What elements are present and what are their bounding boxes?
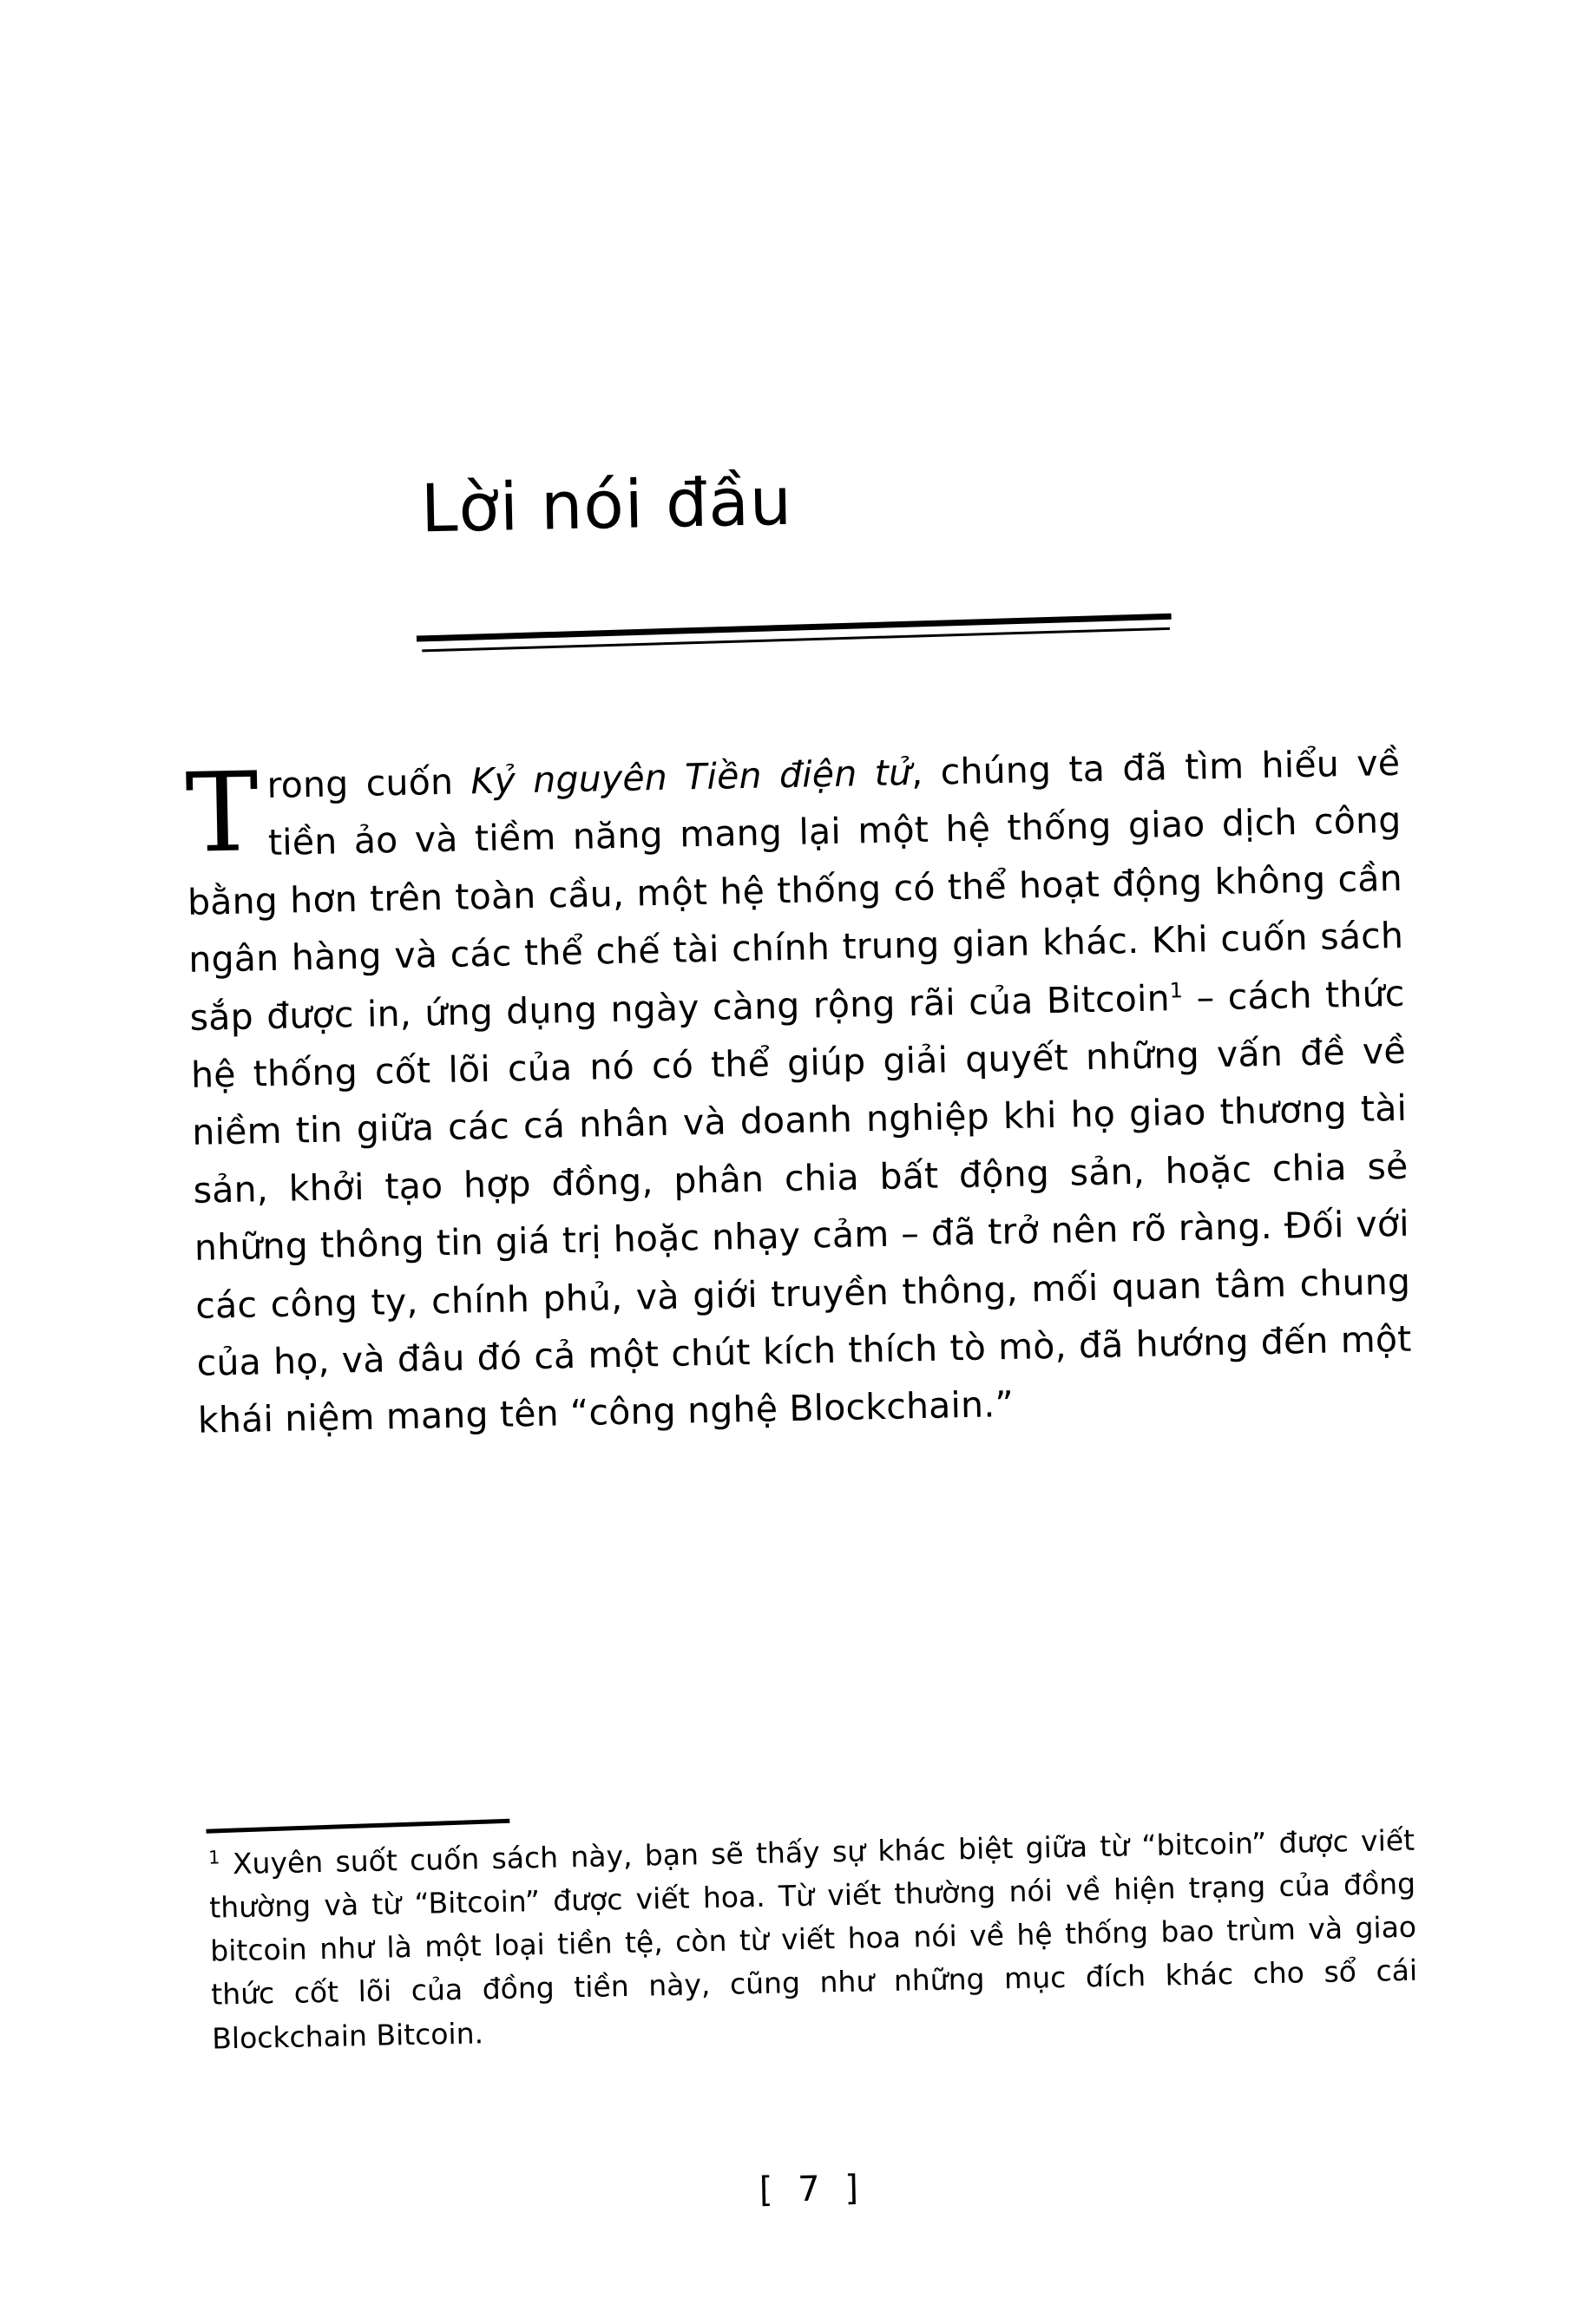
divider-thin-line [422, 627, 1170, 653]
body-rest-b: – cách thức hệ thống cốt lõi của nó có thể giúp giải quyết những vấn đề về niềm tin giữa các cá nhân và doanh nghiệp khi họ giao thương tài sản, khởi tạo hợp đồng, phân chia bất động sản, hoặc chia sẻ những thông tin giá trị hoặc nhạy cảm – đã trở nên rõ ràng. Đối với các công ty, chính phủ, và giới truyền thông, mối quan tâm chung của họ, và đâu đó cả một chút kích thích tò mò, đã hướng đến một khái niệm mang tên “công nghệ Blockchain.” [190, 972, 1412, 1442]
body-text-block [185, 734, 1414, 1450]
divider-thick-line [417, 614, 1172, 642]
footnote-number: 1 [207, 1847, 220, 1868]
footnote-block [208, 1819, 1419, 2061]
footnote-paragraph [208, 1819, 1419, 2061]
page-number: [ 7 ] [759, 2168, 866, 2210]
page-title: Lời nói đầu [420, 462, 793, 548]
chapter-title-block [420, 460, 1202, 548]
title-divider [417, 617, 1180, 655]
footnote-divider [206, 1819, 509, 1834]
body-lead: rong cuốn [266, 760, 471, 807]
body-rest-a: , chúng ta đã tìm hiểu về tiền ảo và tiềm năng mang lại một hệ thống giao dịch công bằng hơn trên toàn cầu, một hệ thống có thể hoạt động không cần ngân hàng và các thể chế tài chính trung gian khác. Khi cuốn sách sắp được in, ứng dụng ngày càng rộng rãi của Bitcoin [187, 741, 1404, 1039]
footnote-reference: 1 [1169, 977, 1184, 1003]
body-paragraph [185, 734, 1414, 1450]
book-title-italic: Kỷ nguyên Tiền điện tử [470, 752, 912, 803]
drop-cap: T [184, 748, 260, 877]
footnote-body: Xuyên suốt cuốn sách này, bạn sẽ thấy sự khác biệt giữa từ “bitcoin” được viết thường và từ “Bitcoin” được viết hoa. Từ viết thường nói về hiện trạng của đồng bitcoin như là một loại tiền tệ, còn từ viết hoa nói về hệ thống bao trùm và giao thức cốt lõi của đồng tiền này, cũng như những mục đích khác cho sổ cái Blockchain Bitcoin. [208, 1822, 1418, 2056]
